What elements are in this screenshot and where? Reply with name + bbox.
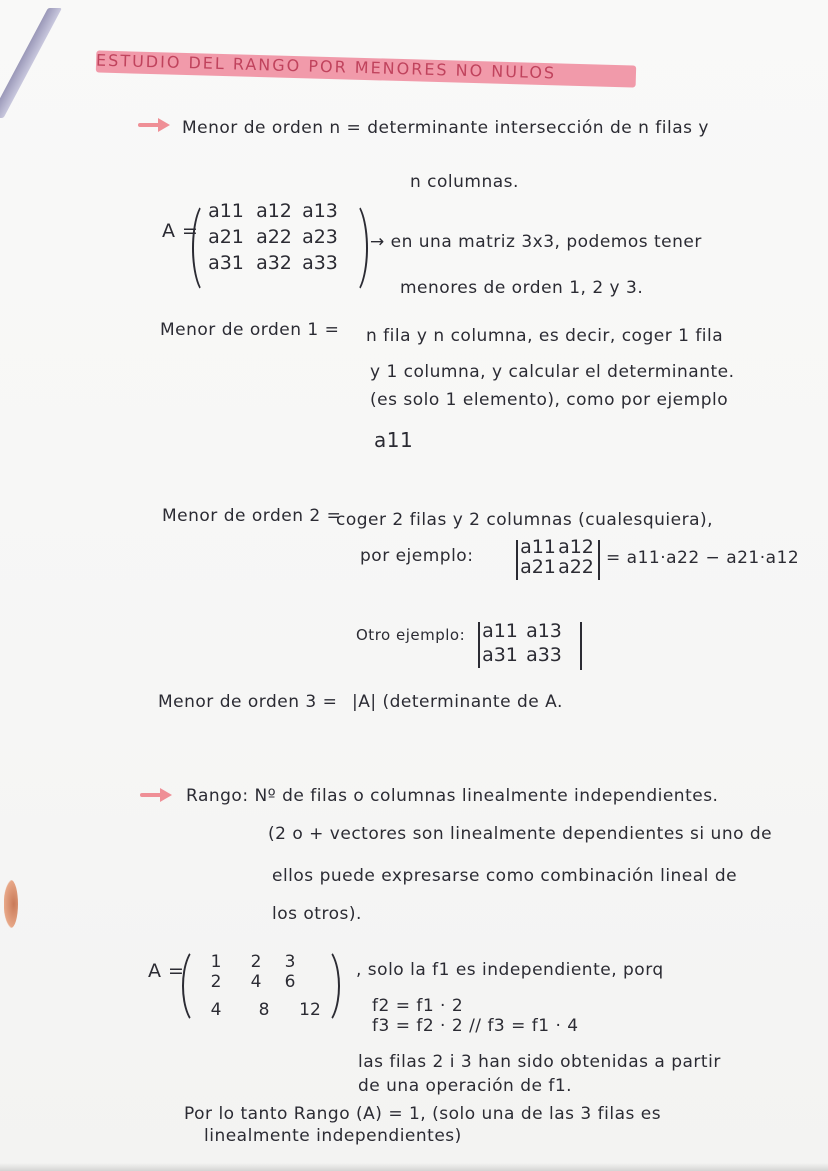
matrix-a-label: A =: [162, 220, 199, 242]
matrix-cell: 1: [210, 952, 222, 972]
det-cell: a33: [526, 644, 562, 666]
menor-orden-1-label: Menor de orden 1 =: [160, 320, 340, 340]
example-note3: de una operación de f1.: [358, 1076, 573, 1096]
det-cell: a31: [482, 644, 518, 666]
matrix-cell: a31: [208, 252, 244, 274]
matrix-cell: 4: [210, 1000, 222, 1020]
det-bar-right: [580, 622, 582, 670]
arrow-icon: [140, 790, 174, 800]
rango-line3: ellos puede expresarse como combinación lineal de: [272, 866, 738, 886]
menor-orden-3-label: Menor de orden 3 =: [158, 692, 338, 712]
matrix-cell: a21: [208, 226, 244, 248]
page-title: ESTUDIO DEL RANGO POR MENORES NO NULOS: [95, 50, 557, 83]
det-cell: a12: [558, 536, 594, 558]
menor-orden-2-example-label: por ejemplo:: [360, 546, 474, 566]
matrix-a-note-line1: → en una matriz 3x3, podemos tener: [370, 232, 702, 252]
conclusion-line2: linealmente independientes): [204, 1126, 462, 1146]
matrix-cell: 2: [250, 952, 262, 972]
matrix-cell: a12: [256, 200, 292, 222]
det-cell: a22: [558, 556, 594, 578]
example-matrix-label: A =: [148, 960, 185, 982]
menor-orden-2-line1: coger 2 filas y 2 columnas (cualesquiera),: [336, 510, 714, 530]
matrix-cell: a33: [302, 252, 338, 274]
finger-edge: [4, 880, 18, 928]
menor-orden-2-label: Menor de orden 2 =: [162, 506, 342, 526]
menor-orden-1-example: a11: [374, 428, 414, 452]
det-cell: a11: [482, 620, 518, 642]
matrix-cell: 3: [284, 952, 296, 972]
matrix-cell: a23: [302, 226, 338, 248]
matrix-a-note-line2: menores de orden 1, 2 y 3.: [400, 278, 644, 298]
det-cell: a13: [526, 620, 562, 642]
arrow-icon: [138, 120, 172, 130]
matrix-cell: a32: [256, 252, 292, 274]
page-bottom-edge: [0, 1163, 828, 1171]
det-cell: a21: [520, 556, 556, 578]
example-note1: , solo la f1 es independiente, porq: [356, 960, 664, 980]
menor-orden-3-value: |A| (determinante de A.: [352, 692, 563, 712]
matrix-cell: 8: [258, 1000, 270, 1020]
matrix-cell: 2: [210, 972, 222, 992]
det-cell: a11: [520, 536, 556, 558]
rango-line2: (2 o + vectores son linealmente dependientes si uno de: [268, 824, 773, 844]
menor-orden-1-line3: (es solo 1 elemento), como por ejemplo: [370, 390, 729, 410]
menor-orden-1-line2: y 1 columna, y calcular el determinante.: [370, 362, 735, 382]
pen-edge: [0, 8, 62, 118]
rango-line4: los otros).: [272, 904, 362, 924]
example-eq2: f3 = f2 · 2 // f3 = f1 · 4: [372, 1016, 579, 1036]
menor-orden-n-line2: n columnas.: [410, 172, 519, 192]
matrix-cell: a13: [302, 200, 338, 222]
rango-line1: Rango: Nº de filas o columnas linealmente independientes.: [186, 786, 719, 806]
right-paren: [336, 200, 368, 296]
example-eq1: f2 = f1 · 2: [372, 996, 464, 1016]
conclusion-line1: Por lo tanto Rango (A) = 1, (solo una de las 3 filas es: [184, 1104, 662, 1124]
matrix-cell: 6: [284, 972, 296, 992]
matrix-cell: a11: [208, 200, 244, 222]
menor-orden-2-example-result: = a11·a22 − a21·a12: [606, 548, 800, 568]
matrix-cell: a22: [256, 226, 292, 248]
example-note2: las filas 2 i 3 han sido obtenidas a partir: [358, 1052, 721, 1072]
matrix-cell: 4: [250, 972, 262, 992]
menor-orden-1-line1: n fila y n columna, es decir, coger 1 fila: [366, 326, 724, 346]
menor-orden-n-line1: Menor de orden n = determinante intersección de n filas y: [182, 118, 709, 138]
matrix-cell: 12: [299, 1000, 321, 1020]
menor-orden-2-other-label: Otro ejemplo:: [356, 626, 466, 644]
det-bar-right: [598, 540, 600, 580]
